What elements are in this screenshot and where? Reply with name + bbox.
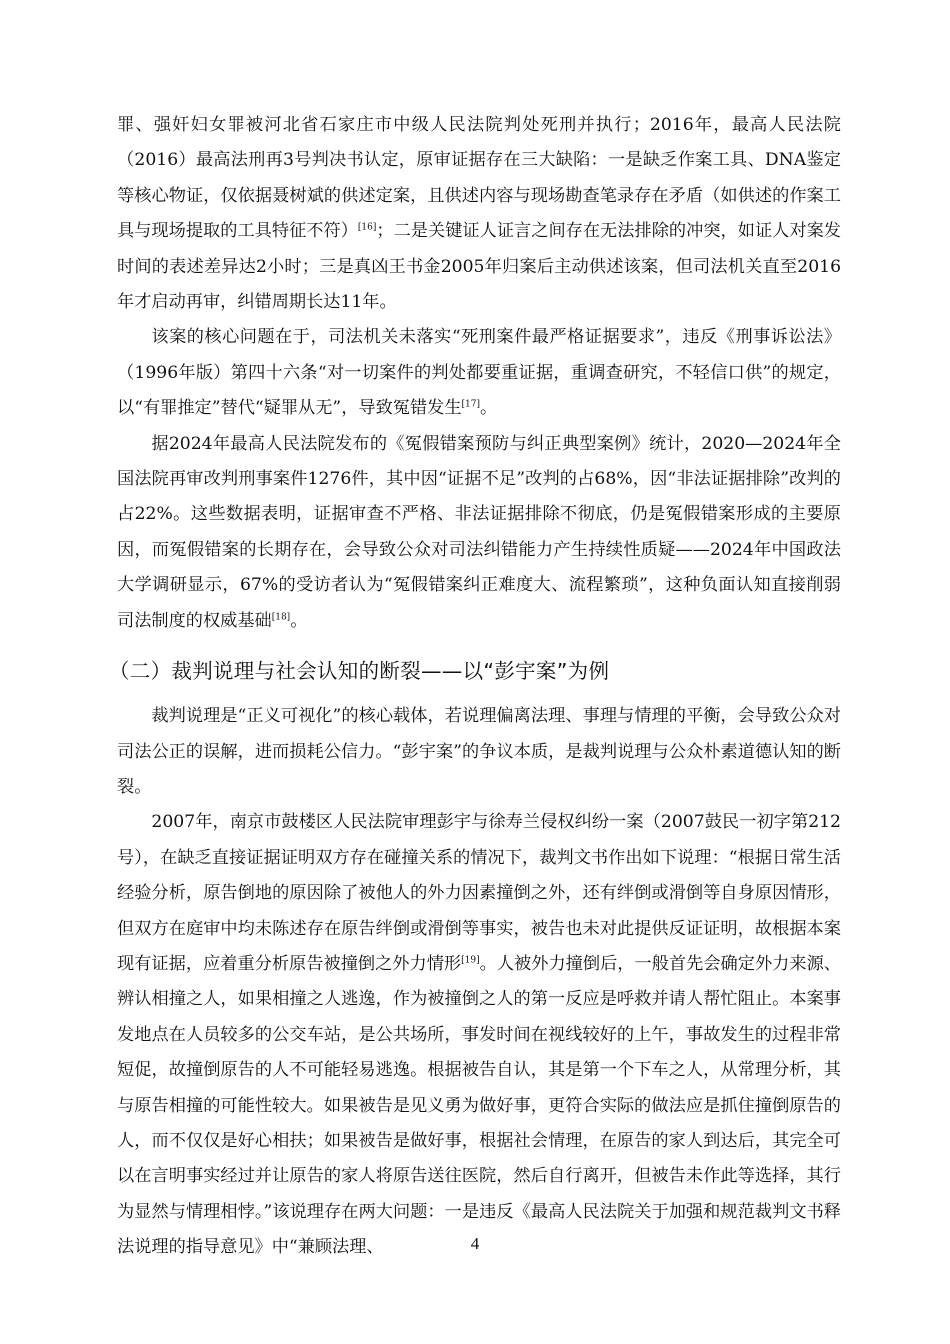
citation-17: [17]: [461, 399, 481, 410]
paragraph-statistics: 据2024年最高人民法院发布的《冤假错案预防与纠正典型案例》统计，2020—2024年全国法院再审改判刑事案件1276件，其中因“证据不足”改判的占68%，因“非法证据排除”改判的占22%。这些数据表明，证据审查不严格、非法证据排除不彻底，仍是冤假错案形成的主要原因，而冤假错案的长期存在，会导致公众对司法纠错能力产生持续性质疑——2024年中国政法大学调研显示，67%的受访者认为“冤假错案纠正难度大、流程繁琐”，这种负面认知直接削弱司法制度的权威基础[18]。: [117, 433, 841, 631]
paragraph-reasoning-intro: 裁判说理是“正义可视化”的核心载体，若说理偏离法理、事理与情理的平衡，会导致公众对司法公正的误解，进而损耗公信力。“彭宇案”的争议本质，是裁判说理与公众朴素道德认知的断裂。: [117, 706, 841, 797]
paragraph-nie-shubin-case: 罪、强奸妇女罪被河北省石家庄市中级人民法院判处死刑并执行；2016年，最高人民法院（2016）最高法刑再3号判决书认定，原审证据存在三大缺陷：一是缺乏作案工具、DNA鉴定等核心物证，仅依据聂树斌的供述定案，且供述内容与现场勘查笔录存在矛盾（如供述的作案工具与现场提取的工具特征不符）[16]；二是关键证人证言之间存在无法排除的冲突，如证人对案发时间的表述差异达2小时；三是真凶王书金2005年归案后主动供述该案，但司法机关直至2016年才启动再审，纠错周期长达11年。: [117, 115, 841, 313]
citation-19: [19]: [461, 955, 480, 966]
paragraph-core-issue: 该案的核心问题在于，司法机关未落实“死刑案件最严格证据要求”，违反《刑事诉讼法》（1996年版）第四十六条“对一切案件的判处都要重证据，重调查研究，不轻信口供”的规定，以“有罪推定”替代“疑罪从无”，导致冤错发生[17]。: [117, 327, 841, 419]
section-heading: （二）裁判说理与社会认知的断裂——以“彭宇案”为例: [109, 659, 610, 684]
body-text: [109, 108, 841, 1266]
citation-16: [16]: [357, 222, 377, 233]
citation-18: [18]: [271, 611, 291, 622]
paragraph-peng-yu-case: 2007年，南京市鼓楼区人民法院审理彭宇与徐寿兰侵权纠纷一案（2007鼓民一初字第212号），在缺乏直接证据证明双方存在碰撞关系的情况下，裁判文书作出如下说理：“根据日常生活经验分析，原告倒地的原因除了被他人的外力因素撞倒之外，还有绊倒或滑倒等自身原因情形，但双方在庭审中均未陈述存在原告绊倒或滑倒等事实，被告也未对此提供反证证明，故根据本案现有证据，应着重分析原告被撞倒之外力情形[19]。人被外力撞倒后，一般首先会确定外力来源、辨认相撞之人，如果相撞之人逃逸，作为被撞倒之人的第一反应是呼救并请人帮忙阻止。本案事发地点在人员较多的公交车站，是公共场所，事发时间在视线较好的上午，事故发生的过程非常短促，故撞倒原告的人不可能轻易逃逸。根据被告自认，其是第一个下车之人，从常理分析，其与原告相撞的可能性较大。如果被告是见义勇为做好事，更符合实际的做法应是抓住撞倒原告的人，而不仅仅是好心相扶；如果被告是做好事，根据社会情理，在原告的家人到达后，其完全可以在言明事实经过并让原告的家人将原告送往医院，然后自行离开，但被告未作此等选择，其行为显然与情理相悖。”该说理存在两大问题：一是违反《最高人民法院关于加强和规范裁判文书释法说理的指导意见》中“兼顾法理、: [117, 812, 841, 1258]
page-number: 4: [470, 1234, 480, 1253]
